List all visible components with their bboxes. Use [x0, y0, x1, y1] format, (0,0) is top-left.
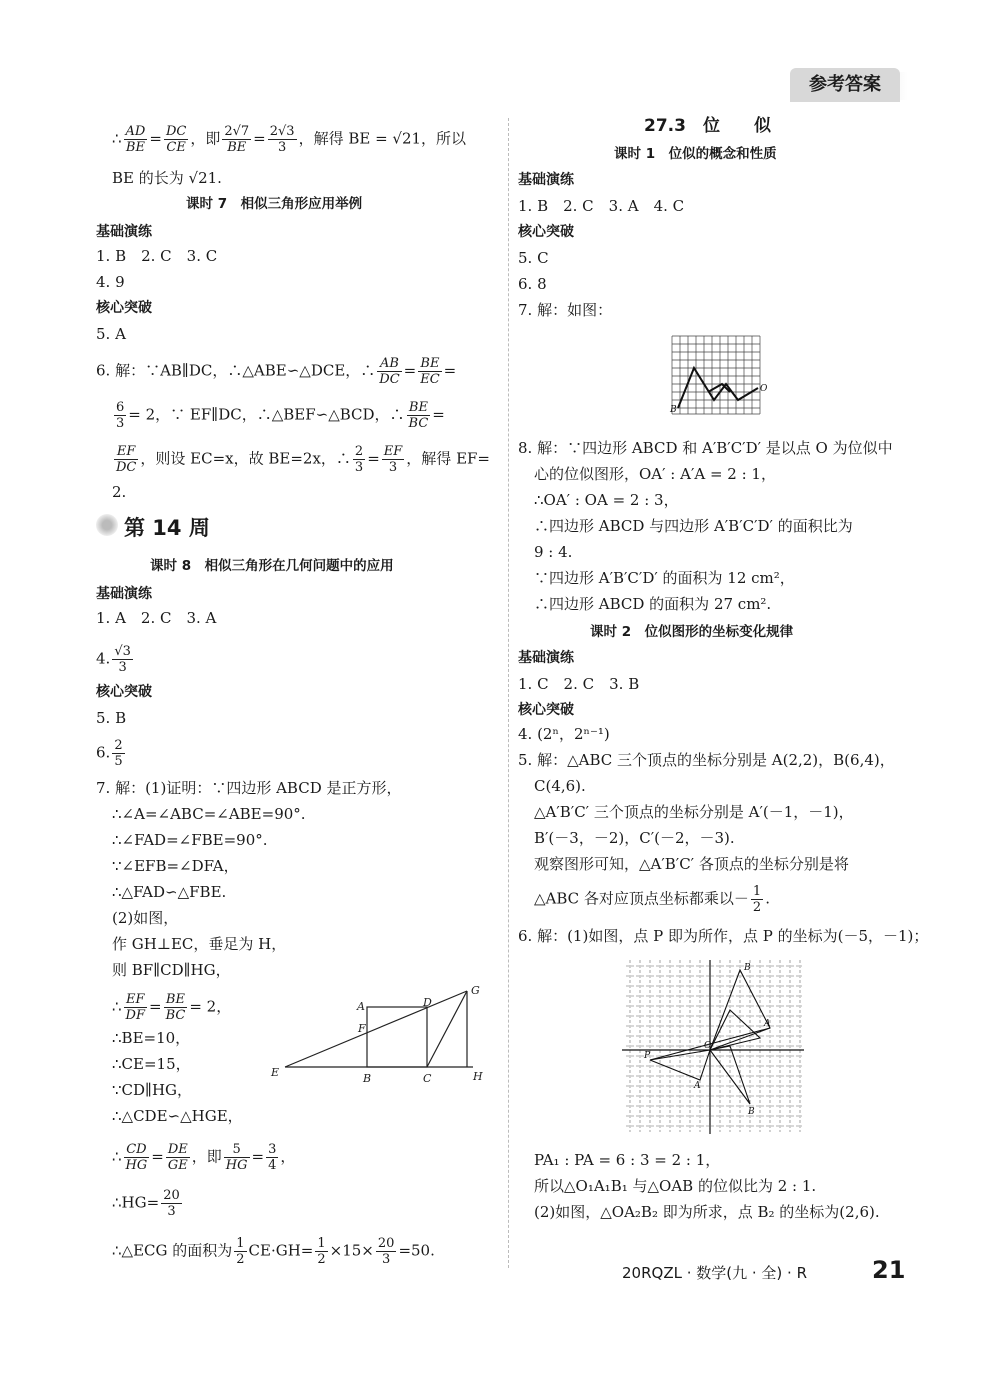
week-heading: 第 14 周 [124, 516, 210, 540]
label-D: D [423, 996, 432, 1009]
q6-line: 6. 解：(1)如图，点 P 即为所作，点 P 的坐标为(－5，－1)； [518, 927, 929, 945]
q8-line: 9 : 4. [534, 543, 573, 561]
core-breakthrough-heading: 核心突破 [518, 702, 574, 718]
q5-line: C(4,6). [534, 777, 586, 795]
basic-practice-heading: 基础演练 [96, 586, 152, 602]
q7-line: ∴HG= $\frac{20}{3}$ [112, 1188, 180, 1219]
label-H: H [473, 1070, 483, 1083]
q8-line: 8. 解：∵四边形 ABCD 和 A′B′C′D′ 是以点 O 为位似中 [518, 439, 893, 457]
answer-line: 6. $\frac{2}{5}$ [96, 738, 123, 769]
q7-line: ∴△CDE∽△HGE， [112, 1107, 243, 1125]
core-breakthrough-heading: 核心突破 [518, 224, 574, 240]
q7-line: ∵∠EFB=∠DFA， [112, 857, 239, 875]
q5-line: △ABC 各对应顶点坐标都乘以－ $\frac{1}{2}$ . [534, 884, 770, 915]
q7-line: 7. 解：(1)证明：∵四边形 ABCD 是正方形， [96, 779, 402, 797]
q6-line-1: 6. 解：∵AB∥DC，∴△ABE∽△DCE，∴ $\frac{AB}{DC}$ = $\frac{BE}{EC}$ = [96, 356, 457, 387]
q5-line: △A′B′C′ 三个顶点的坐标分别是 A′(－1，－1)， [534, 803, 854, 821]
label-F: F [358, 1022, 366, 1035]
q6-line-2: $\frac{6}{3}$ = 2，∵ EF∥DC，∴△BEF∽△BCD，∴ $\frac{BE}{BC}$ = [116, 400, 445, 431]
answer-line: 4. 9 [96, 273, 125, 291]
left-line-2: BE 的长为 √21. [112, 169, 222, 187]
lesson-2-title: 课时 2 位似图形的坐标变化规律 [590, 624, 794, 640]
q6-line-3: $\frac{EF}{DC}$ ，则设 EC=x，故 BE=2x，∴ $\frac{2}{3}$ = $\frac{EF}{3}$ ，解得 EF= [116, 444, 490, 475]
label-E: E [271, 1066, 280, 1079]
q7-line: ∴ $\frac{CD}{HG}$ = $\frac{DE}{GE}$ ，即 $\frac{5}{HG}$ = $\frac{3}{4}$ ， [112, 1142, 296, 1173]
left-line-1: ∴ $\frac{AD}{BE}$ = $\frac{DC}{CE}$ ，即 $\frac{2√7}{BE}$ = $\frac{2√3}{3}$ ，解得 BE = √21，所以 [112, 124, 467, 155]
grid2-label-B: B [748, 1107, 755, 1117]
q7-line: (2)如图， [112, 909, 179, 927]
answer-line: 4. (2ⁿ，2ⁿ⁻¹) [518, 725, 610, 743]
answer-line: 4. $\frac{√3}{3}$ [96, 644, 131, 675]
grid1-label-O: O [760, 384, 768, 394]
grid2-label-P: P [644, 1051, 651, 1061]
square-geometry-figure [265, 982, 495, 1088]
label-B: B [363, 1072, 372, 1085]
grid2-label-A: A [764, 1019, 771, 1029]
label-C: C [423, 1072, 432, 1085]
coordinate-grid-figure-2 [620, 956, 806, 1136]
q5-line: B′(－3，－2)，C′(－2，－3). [534, 829, 735, 847]
column-divider [508, 118, 509, 1268]
homothety-grid-figure-1 [668, 334, 772, 418]
q8-line: ∴四边形 ABCD 与四边形 A′B′C′D′ 的面积比为 [534, 517, 853, 535]
answer-line: 1. A 2. C 3. A [96, 609, 217, 627]
label-A: A [357, 1000, 365, 1013]
basic-practice-heading: 基础演练 [518, 172, 574, 188]
q6-line: 所以△O₁A₁B₁ 与△OAB 的位似比为 2 : 1. [534, 1177, 817, 1195]
q5-line: 5. 解：△ABC 三个顶点的坐标分别是 A(2,2)，B(6,4)， [518, 751, 895, 769]
q7-line: 作 GH⊥EC，垂足为 H， [112, 935, 287, 953]
q5-line: 观察图形可知，△A′B′C′ 各顶点的坐标分别是将 [534, 855, 849, 873]
answer-line: 5. C [518, 249, 549, 267]
grid2-label-B: B [744, 963, 751, 973]
header-tab: 参考答案 [790, 68, 900, 102]
q7-line: ∴CE=15， [112, 1055, 191, 1073]
answer-line: 6. 8 [518, 275, 547, 293]
basic-practice-heading: 基础演练 [96, 224, 152, 240]
answer-line: 1. B 2. C 3. A 4. C [518, 197, 685, 215]
answer-line: 1. C 2. C 3. B [518, 675, 640, 693]
grid1-label-B: B [670, 405, 677, 415]
q8-line: ∴OA′ : OA = 2 : 3， [534, 491, 679, 509]
q7-line: ∴△ECG 的面积为 $\frac{1}{2}$ CE·GH= $\frac{1}{2}$ ×15× $\frac{20}{3}$ =50. [112, 1236, 435, 1267]
section-title: 27.3 位 似 [644, 116, 771, 136]
q8-line: ∴四边形 ABCD 的面积为 27 cm². [534, 595, 772, 613]
q7-line: ∴ $\frac{EF}{DF}$ = $\frac{BE}{BC}$ = 2， [112, 992, 232, 1023]
page-number: 21 [872, 1256, 906, 1284]
q7-line: ∵CD∥HG， [112, 1081, 193, 1099]
answer-line: 1. B 2. C 3. C [96, 247, 218, 265]
core-breakthrough-heading: 核心突破 [96, 684, 152, 700]
basic-practice-heading: 基础演练 [518, 650, 574, 666]
week-icon [96, 514, 118, 536]
lesson-8-title: 课时 8 相似三角形在几何问题中的应用 [150, 558, 394, 574]
label-G: G [471, 984, 480, 997]
q8-line: ∵四边形 A′B′C′D′ 的面积为 12 cm²， [534, 569, 795, 587]
lesson-7-title: 课时 7 相似三角形应用举例 [186, 196, 363, 212]
q6-line: (2)如图，△OA₂B₂ 即为所求，点 B₂ 的坐标为(2,6). [534, 1203, 880, 1221]
q7-line: ∴△FAD∽△FBE. [112, 883, 227, 901]
footer-book-info: 20RQZL · 数学(九 · 全) · R [622, 1264, 807, 1282]
q7-line: ∴BE=10， [112, 1029, 191, 1047]
grid2-label-A: A [694, 1081, 701, 1091]
grid2-label-O: O [704, 1041, 712, 1051]
q7-line: 则 BF∥CD∥HG， [112, 961, 231, 979]
core-breakthrough-heading: 核心突破 [96, 300, 152, 316]
q7-line: ∴∠A=∠ABC=∠ABE=90°. [112, 805, 306, 823]
q7-line: ∴∠FAD=∠FBE=90°. [112, 831, 268, 849]
q6-line-4: 2. [112, 483, 127, 501]
lesson-1-title: 课时 1 位似的概念和性质 [614, 146, 777, 162]
answer-line: 5. A [96, 325, 126, 343]
q8-line: 心的位似图形，OA′ : A′A = 2 : 1， [534, 465, 776, 483]
answer-line: 7. 解：如图： [518, 301, 613, 319]
q6-line: PA₁ : PA = 6 : 3 = 2 : 1， [534, 1151, 721, 1169]
answer-line: 5. B [96, 709, 127, 727]
